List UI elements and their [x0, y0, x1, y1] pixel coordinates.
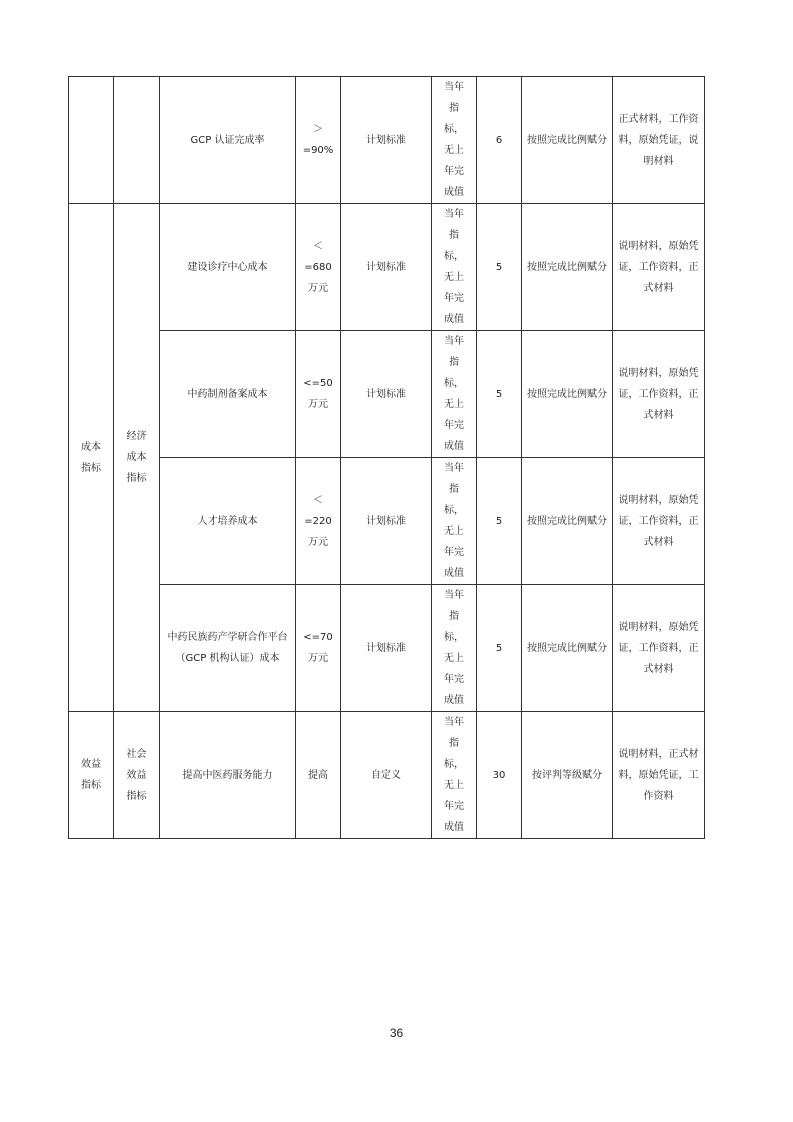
level1-line: 成本: [81, 441, 101, 453]
note-line: 当年: [444, 717, 464, 728]
note-cell: [432, 331, 477, 458]
note-line: 无上: [444, 653, 464, 664]
note-line: 指: [449, 738, 459, 749]
table-row: [69, 77, 705, 204]
indicator-cell: 建设诊疗中心成本: [160, 204, 296, 331]
indicator-cell: GCP 认证完成率: [160, 77, 296, 204]
basis-cell: 计划标准: [341, 204, 432, 331]
note-line: 成值: [444, 822, 464, 833]
level2-line: 社会: [126, 748, 147, 760]
table-row: [69, 712, 705, 839]
note-line: 当年: [444, 82, 464, 93]
note-line: 指: [449, 611, 459, 622]
note-line: 成值: [444, 314, 464, 325]
level2-line: 成本: [126, 452, 147, 463]
value-cell: [296, 204, 341, 331]
table-row: [69, 585, 705, 712]
basis-cell: 计划标准: [341, 77, 432, 204]
note-line: 年完: [444, 674, 464, 685]
score-cell: 5: [477, 331, 522, 458]
value-line: ＞: [313, 124, 323, 135]
note-line: 当年: [444, 209, 464, 220]
score-cell: 30: [477, 712, 522, 839]
value-line: =220: [304, 515, 332, 527]
level1-cell-cost: [69, 204, 114, 712]
note-line: 标，: [444, 378, 464, 389]
value-cell: [296, 712, 341, 839]
note-cell: [432, 458, 477, 585]
note-line: 年完: [444, 801, 464, 812]
basis-cell: 计划标准: [341, 331, 432, 458]
method-cell: 按评判等级赋分: [522, 712, 613, 839]
value-cell: [296, 585, 341, 712]
note-line: 标，: [444, 251, 464, 262]
indicator-cell: 中药民族药产学研合作平台（GCP 机构认证）成本: [160, 585, 296, 712]
materials-cell: 说明材料，原始凭证，工作资料，正式材料: [613, 331, 705, 458]
indicator-cell: 提高中医药服务能力: [160, 712, 296, 839]
materials-cell: 正式材料，工作资料，原始凭证，说明材料: [613, 77, 705, 204]
value-line: 万元: [308, 282, 328, 294]
value-line: <=70: [303, 632, 333, 643]
level1-line: 指标: [81, 780, 101, 791]
note-line: 年完: [444, 293, 464, 304]
materials-cell: 说明材料，正式材料，原始凭证，工作资料: [613, 712, 705, 839]
score-cell: 6: [477, 77, 522, 204]
method-cell: 按照完成比例赋分: [522, 204, 613, 331]
note-line: 指: [449, 103, 459, 114]
score-cell: 5: [477, 585, 522, 712]
method-cell: 按照完成比例赋分: [522, 585, 613, 712]
note-line: 无上: [444, 145, 464, 156]
note-line: 当年: [444, 590, 464, 601]
level1-cell-empty: [69, 77, 114, 204]
value-line: ＜: [313, 240, 323, 252]
note-line: 标，: [444, 759, 464, 770]
note-line: 无上: [444, 526, 464, 537]
value-line: 提高: [308, 769, 328, 781]
value-line: 万元: [308, 399, 328, 410]
method-cell: 按照完成比例赋分: [522, 331, 613, 458]
value-line: ＜: [313, 494, 323, 506]
indicator-cell: 中药制剂备案成本: [160, 331, 296, 458]
table-row: [69, 458, 705, 585]
note-line: 成值: [444, 695, 464, 706]
basis-cell: 自定义: [341, 712, 432, 839]
note-line: 成值: [444, 441, 464, 452]
level2-cell-economic-cost: [114, 204, 160, 712]
value-line: <=50: [303, 378, 333, 389]
performance-indicator-table: [68, 76, 705, 839]
note-cell: [432, 712, 477, 839]
score-cell: 5: [477, 204, 522, 331]
value-line: =680: [304, 261, 332, 273]
note-line: 标，: [444, 124, 464, 135]
note-line: 无上: [444, 399, 464, 410]
basis-cell: 计划标准: [341, 458, 432, 585]
level2-line: 指标: [126, 473, 147, 484]
basis-cell: 计划标准: [341, 585, 432, 712]
level1-cell-benefit: [69, 712, 114, 839]
note-line: 标，: [444, 505, 464, 516]
level2-cell-social-benefit: [114, 712, 160, 839]
value-line: 万元: [308, 653, 328, 664]
table-row: [69, 331, 705, 458]
level2-line: 经济: [126, 431, 147, 442]
level1-line: 效益: [81, 759, 101, 770]
page-number: 36: [389, 1026, 404, 1040]
note-line: 指: [449, 484, 459, 495]
note-line: 年完: [444, 166, 464, 177]
value-cell: [296, 331, 341, 458]
method-cell: 按照完成比例赋分: [522, 458, 613, 585]
note-line: 年完: [444, 547, 464, 558]
value-line: 万元: [308, 536, 328, 548]
note-line: 成值: [444, 187, 464, 198]
indicator-cell: 人才培养成本: [160, 458, 296, 585]
value-cell: [296, 77, 341, 204]
level1-line: 指标: [81, 462, 101, 474]
note-cell: [432, 77, 477, 204]
level2-cell-empty: [114, 77, 160, 204]
note-cell: [432, 204, 477, 331]
materials-cell: 说明材料，原始凭证，工作资料，正式材料: [613, 585, 705, 712]
level2-line: 指标: [126, 790, 147, 802]
level2-line: 效益: [126, 769, 147, 781]
note-line: 指: [449, 357, 459, 368]
note-line: 无上: [444, 780, 464, 791]
method-cell: 按照完成比例赋分: [522, 77, 613, 204]
table-row: [69, 204, 705, 331]
materials-cell: 说明材料，原始凭证，工作资料，正式材料: [613, 458, 705, 585]
note-cell: [432, 585, 477, 712]
note-line: 当年: [444, 463, 464, 474]
score-cell: 5: [477, 458, 522, 585]
note-line: 指: [449, 230, 459, 241]
note-line: 成值: [444, 568, 464, 579]
materials-cell: 说明材料，原始凭证，工作资料，正式材料: [613, 204, 705, 331]
note-line: 标，: [444, 632, 464, 643]
note-line: 年完: [444, 420, 464, 431]
value-cell: [296, 458, 341, 585]
value-line: =90%: [302, 145, 334, 156]
note-line: 无上: [444, 272, 464, 283]
note-line: 当年: [444, 336, 464, 347]
